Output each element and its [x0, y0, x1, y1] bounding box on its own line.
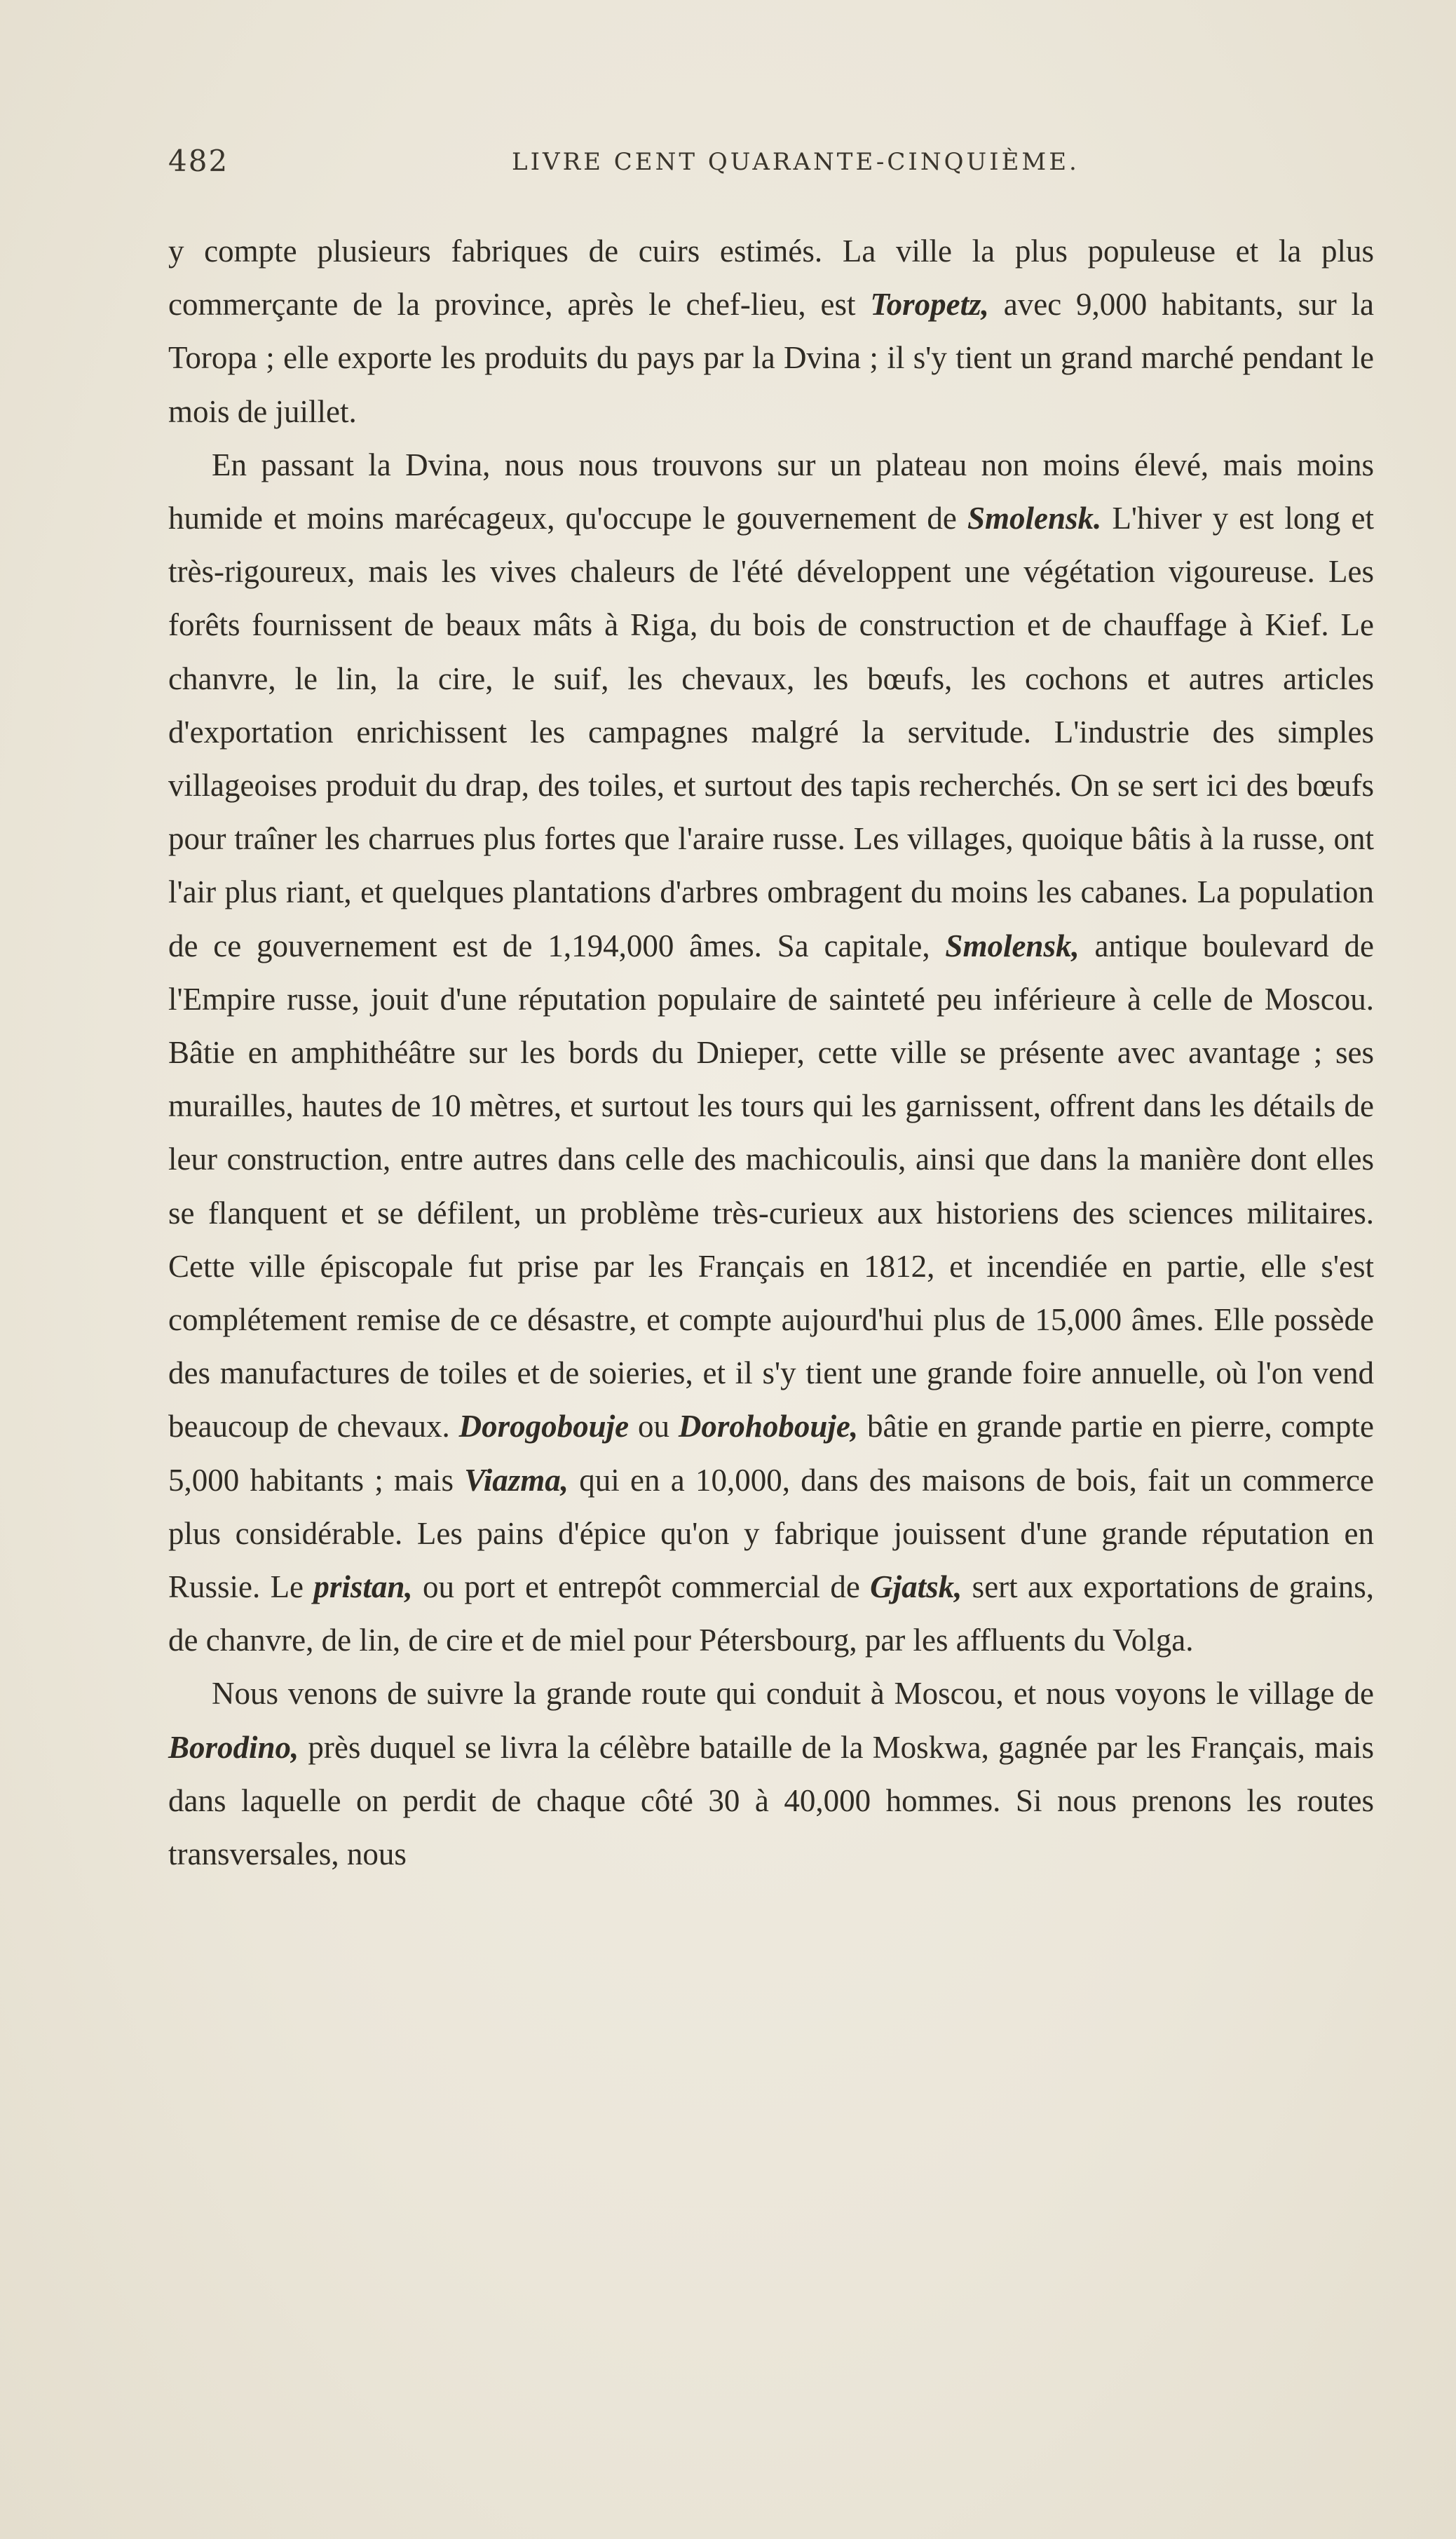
text-run: Nous venons de suivre la grande route qui conduit à Moscou, et nous voyons le village de — [212, 1676, 1374, 1712]
italic-term: pristan, — [313, 1569, 413, 1605]
text-run: En passant la Dvina, nous nous trouvons sur un plateau non moins élevé, mais moins humide et moins marécageux, qu'occupe le gouvernement de — [168, 447, 1374, 536]
text-run: ou port et entrepôt commercial de — [412, 1569, 871, 1605]
italic-term: Smolensk, — [945, 928, 1080, 963]
running-title: LIVRE CENT QUARANTE-CINQUIÈME. — [512, 148, 1080, 176]
paragraph-1 — [168, 224, 1374, 438]
text-run: qui en a 10,000, dans des maisons de bois, fait un commerce plus considérable. Les pains d'épice qu'on y fabrique jouissent d'une grande réputation en Russie. Le — [168, 1462, 1374, 1605]
text-run: antique boulevard de l'Empire russe, jouit d'une réputation populaire de sainteté peu inférieure à celle de Moscou. Bâtie en amphithéâtre sur les bords du Dnieper, cette ville se présente avec avantage ; ses murailles, hautes de 10 mètres, et surtout les tours qui les garnissent, offrent dans les détails de leur construction, entre autres dans celle des machicoulis, ainsi que dans la manière dont elles se flanquent et se défilent, un problème très-curieux aux historiens des sciences militaires. Cette ville épiscopale fut prise par les Français en 1812, et incendiée en partie, elle s'est complétement remise de ce désastre, et compte aujourd'hui plus de 15,000 âmes. Elle possède des manufactures de toiles et de soieries, et il s'y tient une grande foire annuelle, où l'on vend beaucoup de chevaux. — [168, 928, 1374, 1444]
text-run: ou — [629, 1409, 679, 1444]
text-run: avec 9,000 habitants, sur la Toropa ; elle exporte les produits du pays par la Dvina ; il s'y tient un grand marché pendant le mois de juillet. — [168, 287, 1375, 429]
body-text — [168, 224, 1374, 1881]
italic-term: Borodino, — [168, 1729, 299, 1765]
text-run: près duquel se livra la célèbre bataille de la Moskwa, gagnée par les Français, mais dans laquelle on perdit de chaque côté 30 à 40,000 hommes. Si nous prenons les routes transversales, nous — [168, 1729, 1374, 1872]
paragraph-2 — [168, 438, 1374, 1667]
page-number: 482 — [168, 144, 229, 178]
text-run: bâtie en grande partie en pierre, compte 5,000 habitants ; mais — [168, 1409, 1375, 1498]
text-run: L'hiver y est long et très-rigoureux, mais les vives chaleurs de l'été développent une végétation vigoureuse. Les forêts fournissent de beaux mâts à Riga, du bois de construction et de chauffage à Kief. Le chanvre, le lin, la cire, le suif, les chevaux, les bœufs, les cochons et autres articles d'exportation enrichissent les campagnes malgré la servitude. L'industrie des simples villageoises produit du drap, des toiles, et surtout des tapis recherchés. On se sert ici des bœufs pour traîner les charrues plus fortes que l'araire russe. Les villages, quoique bâtis à la russe, ont l'air plus riant, et quelques plantations d'arbres ombragent du moins les cabanes. La population de ce gouvernement est de 1,194,000 âmes. Sa capitale, — [168, 501, 1374, 963]
italic-term: Dorogobouje — [458, 1409, 630, 1444]
italic-term: Smolensk. — [967, 501, 1102, 536]
italic-term: Gjatsk, — [870, 1569, 962, 1605]
page-header — [168, 144, 1374, 193]
italic-term: Toropetz, — [870, 287, 989, 323]
paragraph-3 — [168, 1667, 1374, 1881]
italic-term: Dorohobouje, — [678, 1409, 859, 1444]
text-run: y compte plusieurs fabriques de cuirs estimés. La ville la plus populeuse et la plus commerçante de la province, après le chef-lieu, est — [168, 233, 1374, 323]
text-run: sert aux exportations de grains, de chanvre, de lin, de cire et de miel pour Pétersbourg, par les affluents du Volga. — [168, 1569, 1375, 1658]
italic-term: Viazma, — [464, 1462, 569, 1498]
